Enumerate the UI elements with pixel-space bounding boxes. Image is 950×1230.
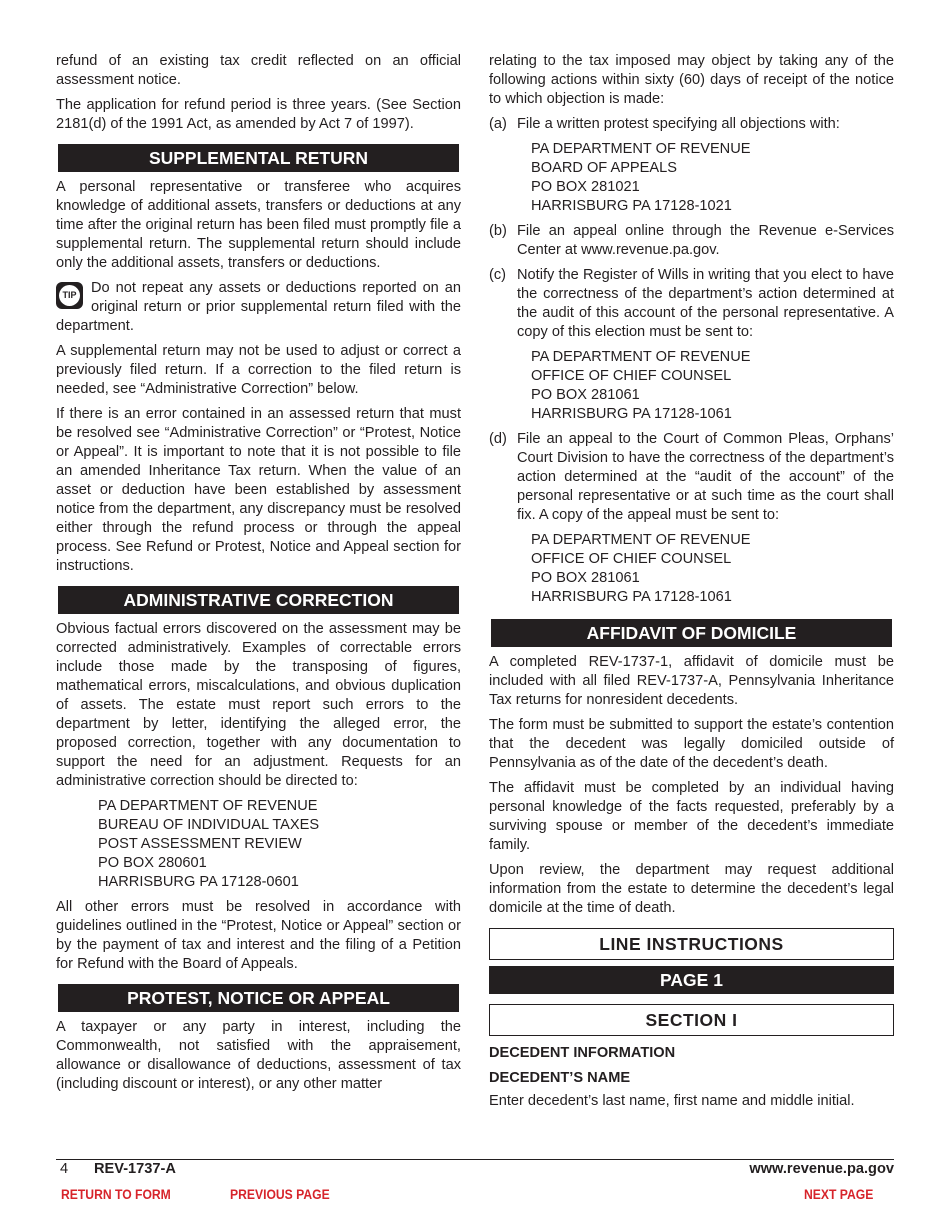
section-1-heading: SECTION I — [489, 1004, 894, 1036]
list-item-text: File an appeal to the Court of Common Pleas, Orphans’ Court Division to have the correctness of the department’s action determined at the “audit of the account” of the personal representative or at such time as the court shall fix. A copy of the appeal must be sent to: — [517, 431, 894, 523]
tip-icon — [56, 282, 83, 309]
paragraph-decedent-name: Enter decedent’s last name, first name and middle initial. — [489, 1093, 855, 1109]
address-line: PO BOX 281061 — [531, 570, 640, 586]
paragraph-affidavit-4: Upon review, the department may request additional information from the estate to determine the decedent’s legal domicile at the time of death. — [489, 862, 894, 916]
paragraph-refund-cont: refund of an existing tax credit reflected on an official assessment notice. — [56, 53, 461, 88]
line-instructions-heading: LINE INSTRUCTIONS — [489, 928, 894, 960]
list-item-b — [489, 222, 894, 260]
affidavit-of-domicile-heading: AFFIDAVIT OF DOMICILE — [491, 619, 892, 647]
tip-text: Do not repeat any assets or deductions reported on an original return or prior supplemental return filed with the department. — [56, 280, 461, 334]
address-line: BOARD OF APPEALS — [531, 160, 677, 176]
form-id: REV-1737-A — [94, 1161, 176, 1177]
address-line: OFFICE OF CHIEF COUNSEL — [531, 551, 732, 567]
address-line: HARRISBURG PA 17128-1061 — [531, 406, 732, 422]
decedent-name-heading: DECEDENT’S NAME — [489, 1070, 631, 1086]
return-to-form-link[interactable]: RETURN TO FORM — [61, 1187, 171, 1202]
admin-address — [98, 797, 461, 892]
address-line: PO BOX 281021 — [531, 179, 640, 195]
address-line: HARRISBURG PA 17128-1021 — [531, 198, 732, 214]
list-item-label: (a) — [489, 116, 507, 132]
address-line: HARRISBURG PA 17128-0601 — [98, 874, 299, 890]
page-number: 4 — [60, 1161, 69, 1177]
left-column — [56, 52, 461, 1094]
list-item-text: File a written protest specifying all objections with: — [517, 116, 840, 132]
address-line: PA DEPARTMENT OF REVENUE — [531, 349, 751, 365]
address-line: PA DEPARTMENT OF REVENUE — [531, 141, 751, 157]
list-item-a — [489, 115, 894, 134]
supplemental-return-heading: SUPPLEMENTAL RETURN — [58, 144, 459, 172]
next-page-link[interactable]: NEXT PAGE — [804, 1187, 874, 1202]
list-item-label: (c) — [489, 267, 507, 283]
list-item-label: (b) — [489, 223, 507, 239]
paragraph-affidavit-3: The affidavit must be completed by an individual having personal knowledge of the facts requested, preferably by a surviving spouse or member of the decedent’s immediate family. — [489, 780, 894, 853]
previous-page-link[interactable]: PREVIOUS PAGE — [230, 1187, 330, 1202]
paragraph-refund-period: The application for refund period is three years. (See Section 2181(d) of the 1991 Act, as amended by Act 7 of 1997). — [56, 97, 461, 132]
right-column — [489, 52, 894, 1111]
administrative-correction-heading: ADMINISTRATIVE CORRECTION — [58, 586, 459, 614]
paragraph-protest-1: A taxpayer or any party in interest, including the Commonwealth, not satisfied with the appraisement, allowance or disallowance of deductions, assessment of tax (including discount or interest), or any other matter — [56, 1019, 461, 1092]
paragraph-admin-2: All other errors must be resolved in accordance with guidelines outlined in the “Protest, Notice or Appeal” section or by the payment of tax and interest and the filing of a Petition for Refund with the Board of Appeals. — [56, 899, 461, 972]
page-1-heading: PAGE 1 — [489, 966, 894, 994]
list-item-label: (d) — [489, 431, 507, 447]
list-item-c — [489, 266, 894, 342]
list-item-text: Notify the Register of Wills in writing that you elect to have the correctness of the department’s action determined at the audit of this account of the personal representative. A copy of this election must be sent to: — [517, 267, 894, 340]
paragraph-affidavit-1: A completed REV-1737-1, affidavit of domicile must be included with all filed REV-1737-A, Pennsylvania Inheritance Tax returns for nonresident decedents. — [489, 654, 894, 708]
footer-divider — [56, 1159, 894, 1160]
address-chief-counsel-d — [531, 531, 894, 607]
list-item-d — [489, 430, 894, 525]
address-line: PO BOX 280601 — [98, 855, 207, 871]
paragraph-supplemental-3: If there is an error contained in an assessed return that must be resolved see “Administrative Correction” or “Protest, Notice or Appeal”. It is important to note that it is not possible to file an amended Inheritance Tax return. When the value of an asset or deduction have been established by assessment notice from the department, any discrepancy must be resolved either through the refund process or through the appeal process. See Refund or Protest, Notice and Appeal section for instructions. — [56, 406, 461, 574]
protest-notice-appeal-heading: PROTEST, NOTICE OR APPEAL — [58, 984, 459, 1012]
address-line: PA DEPARTMENT OF REVENUE — [531, 532, 751, 548]
tip-paragraph — [56, 279, 461, 336]
paragraph-affidavit-2: The form must be submitted to support the estate’s contention that the decedent was legally domiciled outside of Pennsylvania as of the date of the decedent’s death. — [489, 717, 894, 771]
address-chief-counsel-c — [531, 348, 894, 424]
address-board-of-appeals — [531, 140, 894, 216]
address-line: POST ASSESSMENT REVIEW — [98, 836, 302, 852]
paragraph-protest-cont: relating to the tax imposed may object by taking any of the following actions within sixty (60) days of receipt of the notice to which objection is made: — [489, 53, 894, 107]
decedent-information-heading: DECEDENT INFORMATION — [489, 1045, 676, 1061]
tip-icon-label: TIP — [59, 285, 80, 306]
address-line: PO BOX 281061 — [531, 387, 640, 403]
paragraph-admin-1: Obvious factual errors discovered on the assessment may be corrected administratively. Examples of correctable errors include those made by the transposing of figures, mathematical errors, miscalculations, and obvious duplication of assets. The estate must report such errors to the department by letter, identifying the alleged error, the proposed correction, together with any documentation to support the need for an adjustment. Requests for an administrative correction should be directed to: — [56, 621, 461, 789]
address-line: HARRISBURG PA 17128-1061 — [531, 589, 732, 605]
paragraph-supplemental-2: A supplemental return may not be used to adjust or correct a previously filed return. If a correction to the filed return is needed, see “Administrative Correction” below. — [56, 343, 461, 397]
website-url: www.revenue.pa.gov — [749, 1161, 894, 1177]
address-line: OFFICE OF CHIEF COUNSEL — [531, 368, 732, 384]
address-line: BUREAU OF INDIVIDUAL TAXES — [98, 817, 320, 833]
address-line: PA DEPARTMENT OF REVENUE — [98, 798, 318, 814]
list-item-text: File an appeal online through the Revenue e-Services Center at www.revenue.pa.gov. — [517, 223, 894, 258]
paragraph-supplemental-1: A personal representative or transferee who acquires knowledge of additional assets, transfers or deductions at any time after the original return has been filed must promptly file a supplemental return. The supplemental return should include only the additional assets, transfers or deductions. — [56, 179, 461, 271]
